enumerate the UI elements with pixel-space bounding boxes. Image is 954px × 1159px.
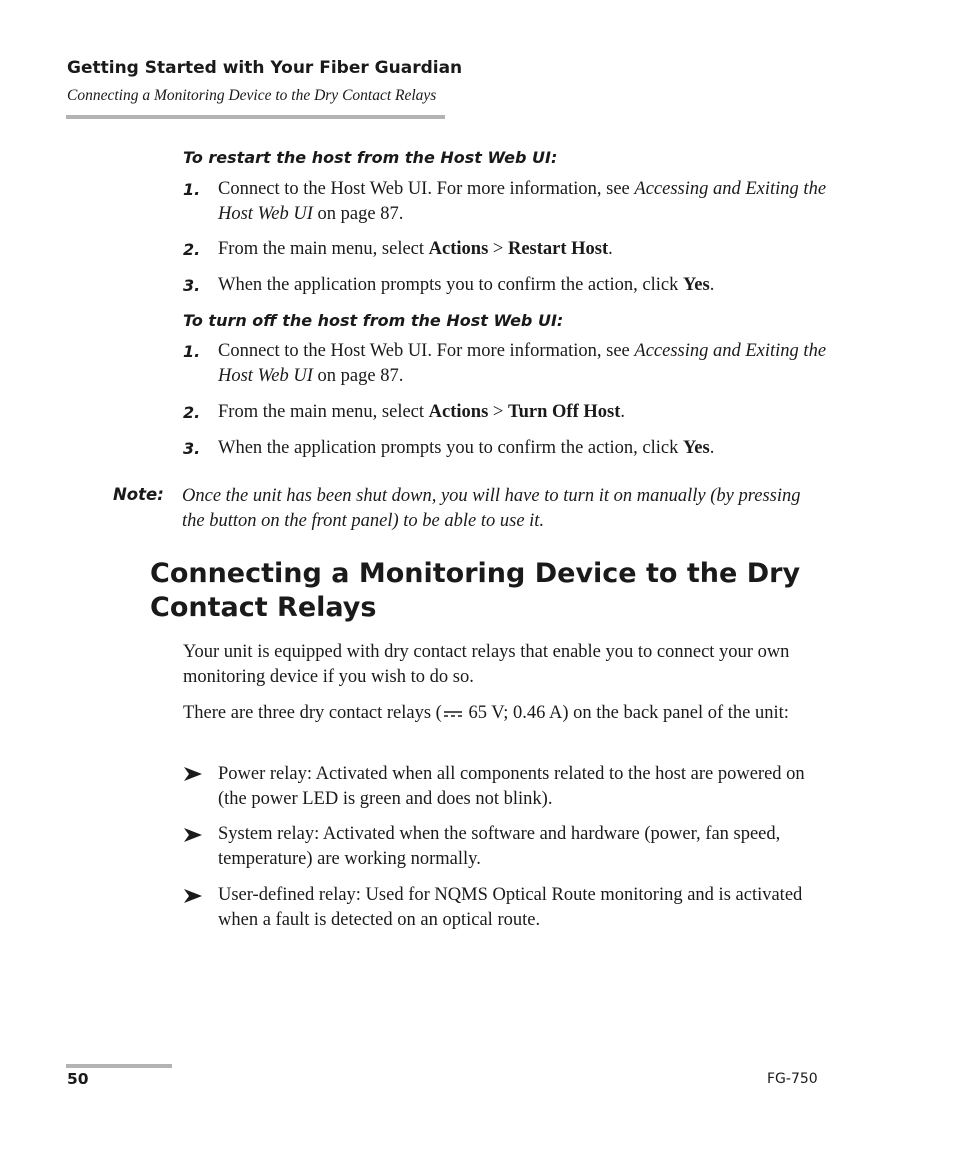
cross-reference-link[interactable]: Accessing and Exiting the Host Web UI — [218, 179, 827, 224]
step-text: From the main menu, select Actions > Turn Off Host. — [218, 402, 625, 422]
step-text: When the application prompts you to confirm the action, click Yes. — [218, 438, 715, 458]
cross-reference-link[interactable]: Accessing and Exiting the Host Web UI — [218, 341, 827, 386]
list-item: Power relay: Activated when all components related to the host are powered on (the power LED is green and does not blink). — [218, 764, 805, 809]
relays-paragraph: There are three dry contact relays ( 65 V; 0.46 A) on the back panel of the unit: — [183, 703, 789, 723]
footer-rule — [66, 1064, 172, 1068]
step-text: Connect to the Host Web UI. For more information, see Accessing and Exiting the Host Web UI on page 87. — [218, 341, 827, 386]
running-header-chapter: Getting Started with Your Fiber Guardian — [67, 58, 463, 78]
step-text: Connect to the Host Web UI. For more information, see Accessing and Exiting the Host Web UI on page 87. — [218, 179, 827, 224]
step-number: 1. — [183, 342, 201, 361]
header-rule — [66, 115, 445, 119]
procedure-title-turn-off: To turn off the host from the Host Web UI: — [183, 311, 564, 330]
step-number: 2. — [183, 403, 201, 422]
step-text: From the main menu, select Actions > Restart Host. — [218, 239, 613, 259]
arrowhead-bullet-icon — [184, 887, 202, 908]
step-number: 3. — [183, 439, 201, 458]
section-heading: Connecting a Monitoring Device to the Dry Contact Relays — [150, 558, 801, 623]
note-label: Note: — [113, 485, 164, 504]
procedure-title-restart: To restart the host from the Host Web UI: — [183, 148, 558, 167]
list-item: User-defined relay: Used for NQMS Optical Route monitoring and is activated when a fault is detected on an optical route. — [218, 885, 803, 930]
model-label: FG-750 — [767, 1071, 818, 1087]
running-header-section: Connecting a Monitoring Device to the Dry Contact Relays — [67, 87, 437, 104]
arrowhead-bullet-icon — [184, 765, 202, 786]
arrowhead-bullet-icon — [184, 826, 202, 847]
page-number: 50 — [67, 1070, 89, 1088]
step-number: 2. — [183, 240, 201, 259]
dc-voltage-symbol-icon — [442, 702, 464, 714]
intro-paragraph: Your unit is equipped with dry contact relays that enable you to connect your own monitoring device if you wish to do so. — [183, 642, 790, 687]
note-text: Once the unit has been shut down, you will have to turn it on manually (by pressing the button on the front panel) to be able to use it. — [182, 486, 801, 531]
step-number: 3. — [183, 276, 201, 295]
list-item: System relay: Activated when the software and hardware (power, fan speed, temperature) are working normally. — [218, 824, 781, 869]
step-number: 1. — [183, 180, 201, 199]
step-text: When the application prompts you to confirm the action, click Yes. — [218, 275, 715, 295]
